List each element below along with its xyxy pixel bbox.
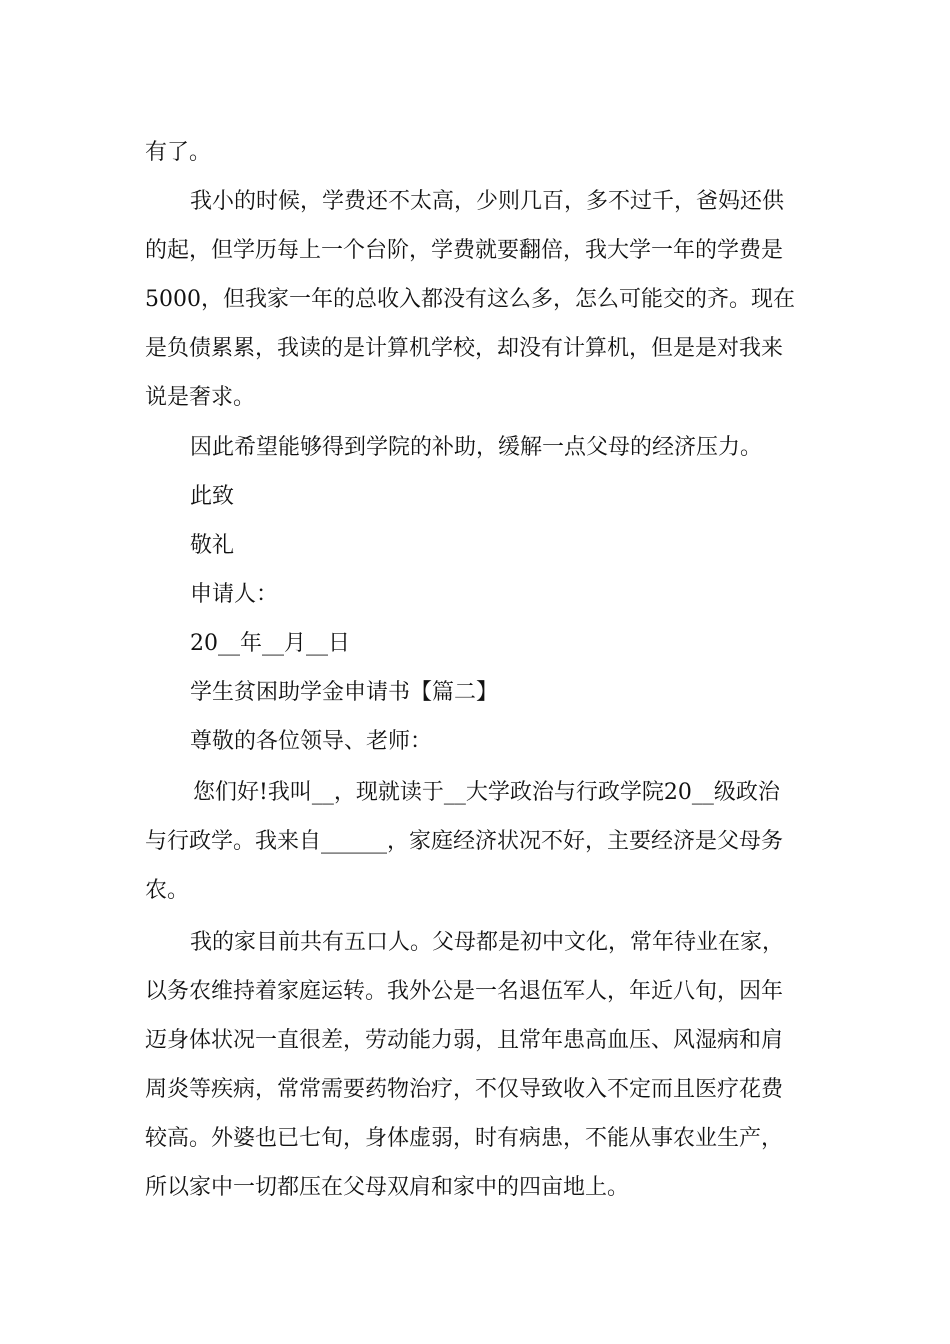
paragraph-line: 是负债累累，我读的是计算机学校，却没有计算机，但是是对我来	[145, 336, 784, 361]
paragraph-line: 以务农维持着家庭运转。我外公是一名退伍军人，年近八旬，因年	[145, 979, 784, 1004]
paragraph-line: 我小的时候，学费还不太高，少则几百，多不过千，爸妈还供	[190, 189, 785, 214]
paragraph-line: 迈身体状况一直很差，劳动能力弱，且常年患高血压、风湿病和肩	[145, 1028, 784, 1053]
date-line: 20__年__月__日	[190, 631, 350, 656]
paragraph-continuation: 有了。	[145, 140, 212, 165]
paragraph-line: 您们好!我叫__，现就读于__大学政治与行政学院20__级政治	[193, 780, 780, 805]
salutation: 尊敬的各位领导、老师：	[190, 729, 433, 754]
paragraph-line: 农。	[145, 878, 190, 903]
paragraph-line: 所以家中一切都压在父母双肩和家中的四亩地上。	[145, 1175, 630, 1200]
paragraph-line: 说是奢求。	[145, 385, 256, 410]
paragraph-line: 的起，但学历每上一个台阶，学费就要翻倍，我大学一年的学费是	[145, 238, 784, 263]
closing-cizhi: 此致	[190, 484, 235, 509]
paragraph-line: 周炎等疾病，常常需要药物治疗，不仅导致收入不定而且医疗花费	[145, 1077, 784, 1102]
section-title: 学生贫困助学金申请书【篇二】	[190, 680, 499, 705]
paragraph-request: 因此希望能够得到学院的补助，缓解一点父母的经济压力。	[190, 435, 763, 460]
paragraph-line: 5000，但我家一年的总收入都没有这么多，怎么可能交的齐。现在	[145, 287, 795, 312]
paragraph-line: 较高。外婆也已七旬，身体虚弱，时有病患，不能从事农业生产，	[145, 1126, 784, 1151]
paragraph-line: 与行政学。我来自______，家庭经济状况不好，主要经济是父母务	[145, 829, 784, 854]
paragraph-line: 我的家目前共有五口人。父母都是初中文化，常年待业在家，	[190, 930, 785, 955]
closing-jingli: 敬礼	[190, 533, 235, 558]
applicant-label: 申请人：	[190, 582, 279, 607]
